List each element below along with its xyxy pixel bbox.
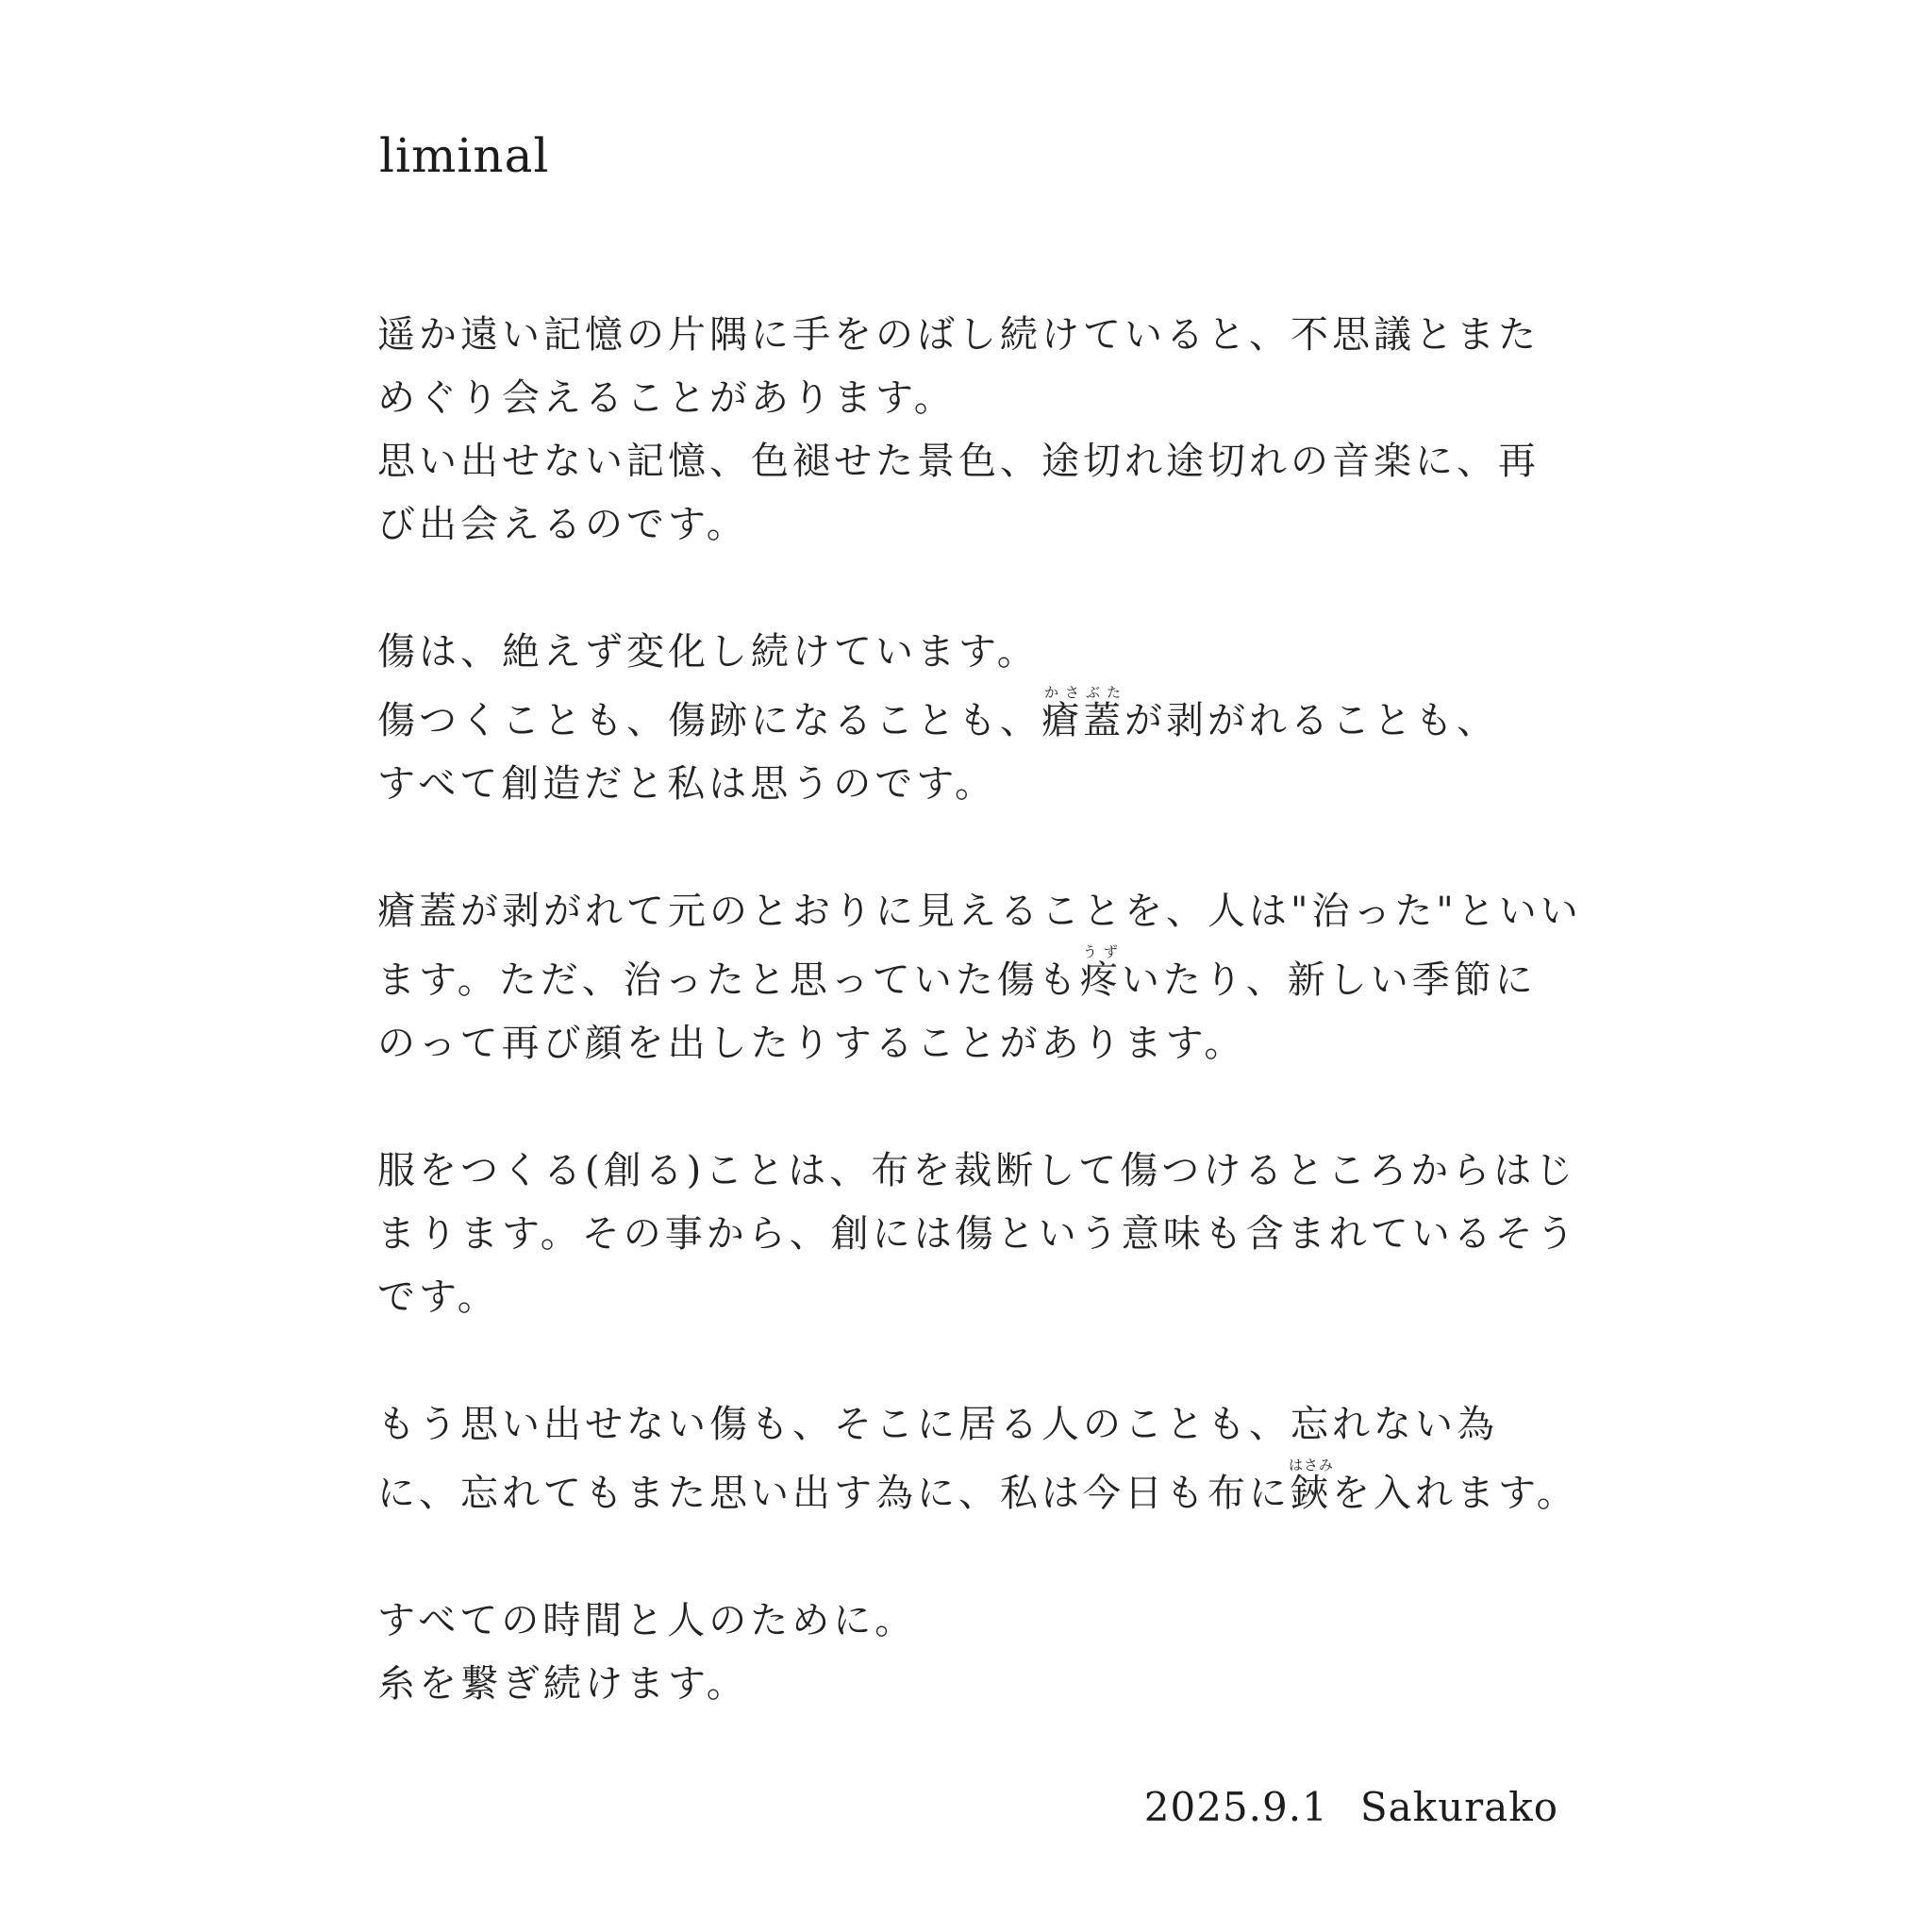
line-segment: ます。ただ、治ったと思っていた傷も (377, 958, 1080, 1002)
line-segment: を入れます。 (1332, 1472, 1578, 1515)
paragraph-4 (377, 1140, 1578, 1329)
line-segment: に、忘れてもまた思い出す為に、私は今日も布に (377, 1472, 1291, 1515)
text-line: 遥か遠い記憶の片隅に手をのばし続けていると、不思議とまた (377, 313, 1540, 357)
text-line: 思い出せない記憶、色褪せた景色、途切れ途切れの音楽に、再 (377, 440, 1540, 483)
text-line: もう思い出せない傷も、そこに居る人のことも、忘れない為 (377, 1403, 1498, 1446)
line-segment: いたり、新しい季節に (1121, 958, 1537, 1002)
text-line: 瘡蓋が剥がれて元のとおりに見えることを、人は"治った"といい (377, 890, 1582, 933)
body-text (377, 304, 1582, 1780)
text-line: 服をつくる(創る)ことは、布を裁断して傷つけるところからはじ (377, 1149, 1577, 1192)
ruby-word (1079, 943, 1122, 1002)
ruby-reading: はさみ (1289, 1457, 1335, 1474)
ruby-word (1041, 684, 1124, 742)
signature-name: Sakurako (1359, 1784, 1558, 1830)
line-segment: 傷つくことも、傷跡になることも、 (377, 699, 1041, 742)
ruby-base: 疼 (1079, 958, 1122, 1002)
text-line-with-ruby (377, 1457, 1578, 1525)
text-line: すべて創造だと私は思うのです。 (377, 762, 996, 806)
ruby-word (1289, 1457, 1335, 1515)
ruby-reading: かさぶた (1041, 684, 1124, 701)
text-line: です。 (377, 1275, 499, 1319)
text-line: 傷は、絶えず変化し続けています。 (377, 630, 1039, 674)
text-line: まります。その事から、創には傷という意味も含まれているそう (377, 1212, 1578, 1256)
paragraph-3 (377, 880, 1582, 1075)
document-title: liminal (379, 128, 550, 183)
text-line: めぐり会えることがあります。 (377, 376, 956, 420)
text-line: び出会えるのです。 (377, 503, 748, 546)
paragraph-5 (377, 1393, 1578, 1525)
text-line-with-ruby (377, 684, 1566, 753)
ruby-reading: うず (1079, 943, 1122, 960)
paragraph-6 (377, 1590, 1566, 1716)
text-line-with-ruby (377, 943, 1566, 1012)
paragraph-1 (377, 304, 1566, 557)
paragraph-2 (377, 621, 1566, 816)
text-line: 糸を繋ぎ続けます。 (377, 1662, 748, 1706)
document-page (377, 0, 1582, 1932)
ruby-base: 鋏 (1289, 1472, 1334, 1515)
signature (1143, 1784, 1558, 1830)
signature-date: 2025.9.1 (1143, 1784, 1328, 1830)
ruby-base: 瘡蓋 (1041, 699, 1124, 742)
line-segment: が剥がれることも、 (1124, 699, 1498, 742)
text-line: のって再び顔を出したりすることがあります。 (377, 1022, 1246, 1065)
text-line: すべての時間と人のために。 (377, 1599, 917, 1642)
